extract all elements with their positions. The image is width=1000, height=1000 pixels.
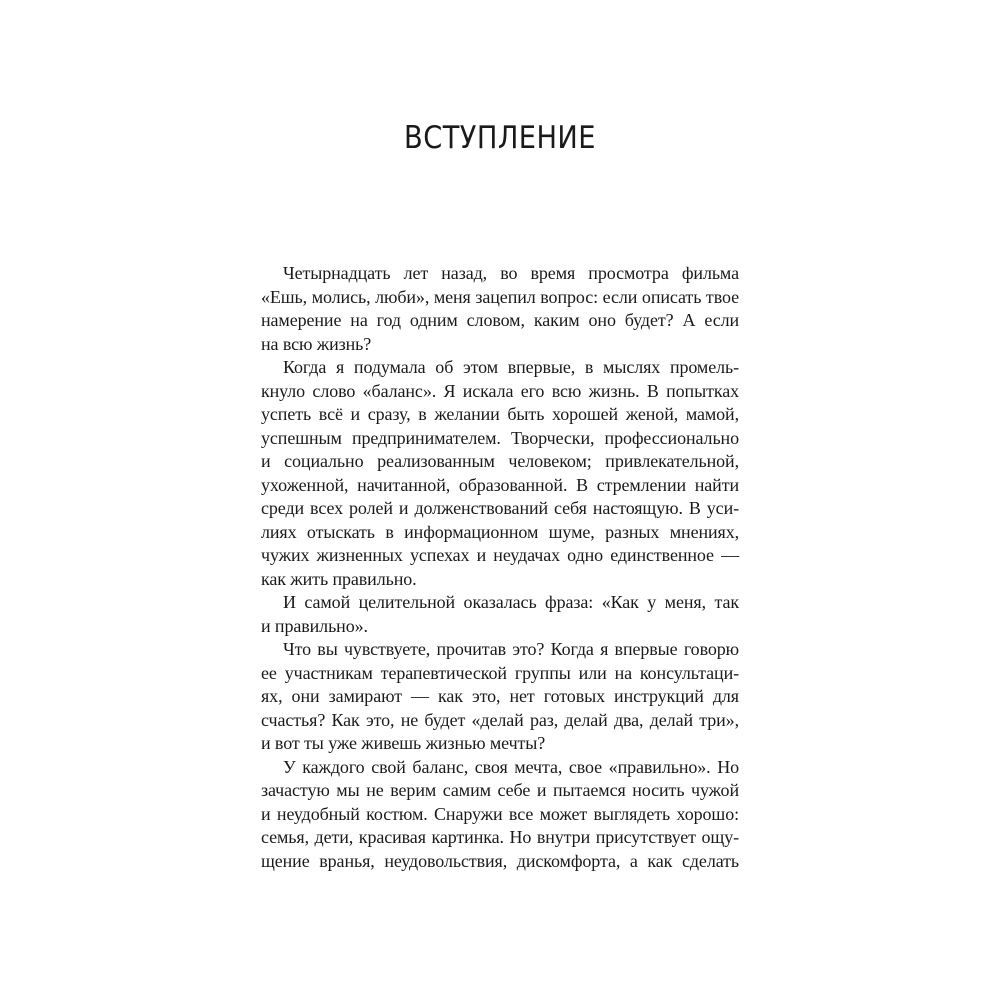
text-line: Что вы чувствуете, прочитав это? Когда я впервые говорю [283, 639, 739, 659]
text-line: Четырнадцать лет назад, во время просмотра фильма [283, 263, 739, 283]
text-line: «Ешь, молись, люби», меня зацепил вопрос: если описать твое [261, 286, 739, 307]
text-line: ях, они замирают — как это, нет готовых инструкций для [261, 686, 739, 706]
text-line: и социально реализованным человеком; привлекательной, [261, 451, 739, 471]
text-line: щение вранья, неудовольствия, дискомфорта, а как сделать [261, 850, 739, 871]
text-line: и неудобный костюм. Снаружи все может выглядеть хорошо: [261, 803, 739, 824]
text-line: кнуло слово «баланс». Я искала его всю жизнь. В попытках [261, 380, 739, 401]
text-line: и вот ты уже живешь жизнью мечты? [261, 733, 546, 753]
text-line: на всю жизнь? [261, 333, 372, 354]
text-line: ее участникам терапевтической группы или на консультаци- [261, 662, 739, 683]
text-line: намерение на год одним словом, каким оно будет? А если [261, 310, 739, 330]
text-line: семья, дети, красивая картинка. Но внутри присутствует ощу- [261, 827, 739, 847]
body-text [261, 262, 739, 873]
text-line: лиях отыскать в информационном шуме, разных мнениях, [261, 521, 739, 542]
text-line: успешным предпринимателем. Творчески, профессионально [261, 427, 739, 448]
text-line: И самой целительной оказалась фраза: «Как у меня, так [283, 592, 739, 612]
text-line: У каждого свой баланс, своя мечта, свое «правильно». Но [283, 756, 739, 777]
chapter-title: ВСТУПЛЕНИЕ [404, 120, 596, 156]
text-line: успеть всё и сразу, в желании быть хорошей женой, мамой, [261, 404, 739, 424]
text-line: среди всех ролей и долженствований себя настоящую. В уси- [261, 498, 739, 518]
text-line: зачастую мы не верим самим себе и пытаемся носить чужой [261, 780, 739, 800]
text-line: и правильно». [261, 615, 368, 636]
text-line: Когда я подумала об этом впервые, в мыслях промель- [283, 357, 739, 377]
text-line: ухоженной, начитанной, образованной. В стремлении найти [261, 474, 739, 495]
text-line: чужих жизненных успехах и неудачах одно единственное — [261, 545, 739, 565]
text-line: счастья? Как это, не будет «делай раз, делай два, делай три», [261, 709, 739, 730]
text-line: как жить правильно. [261, 568, 417, 589]
